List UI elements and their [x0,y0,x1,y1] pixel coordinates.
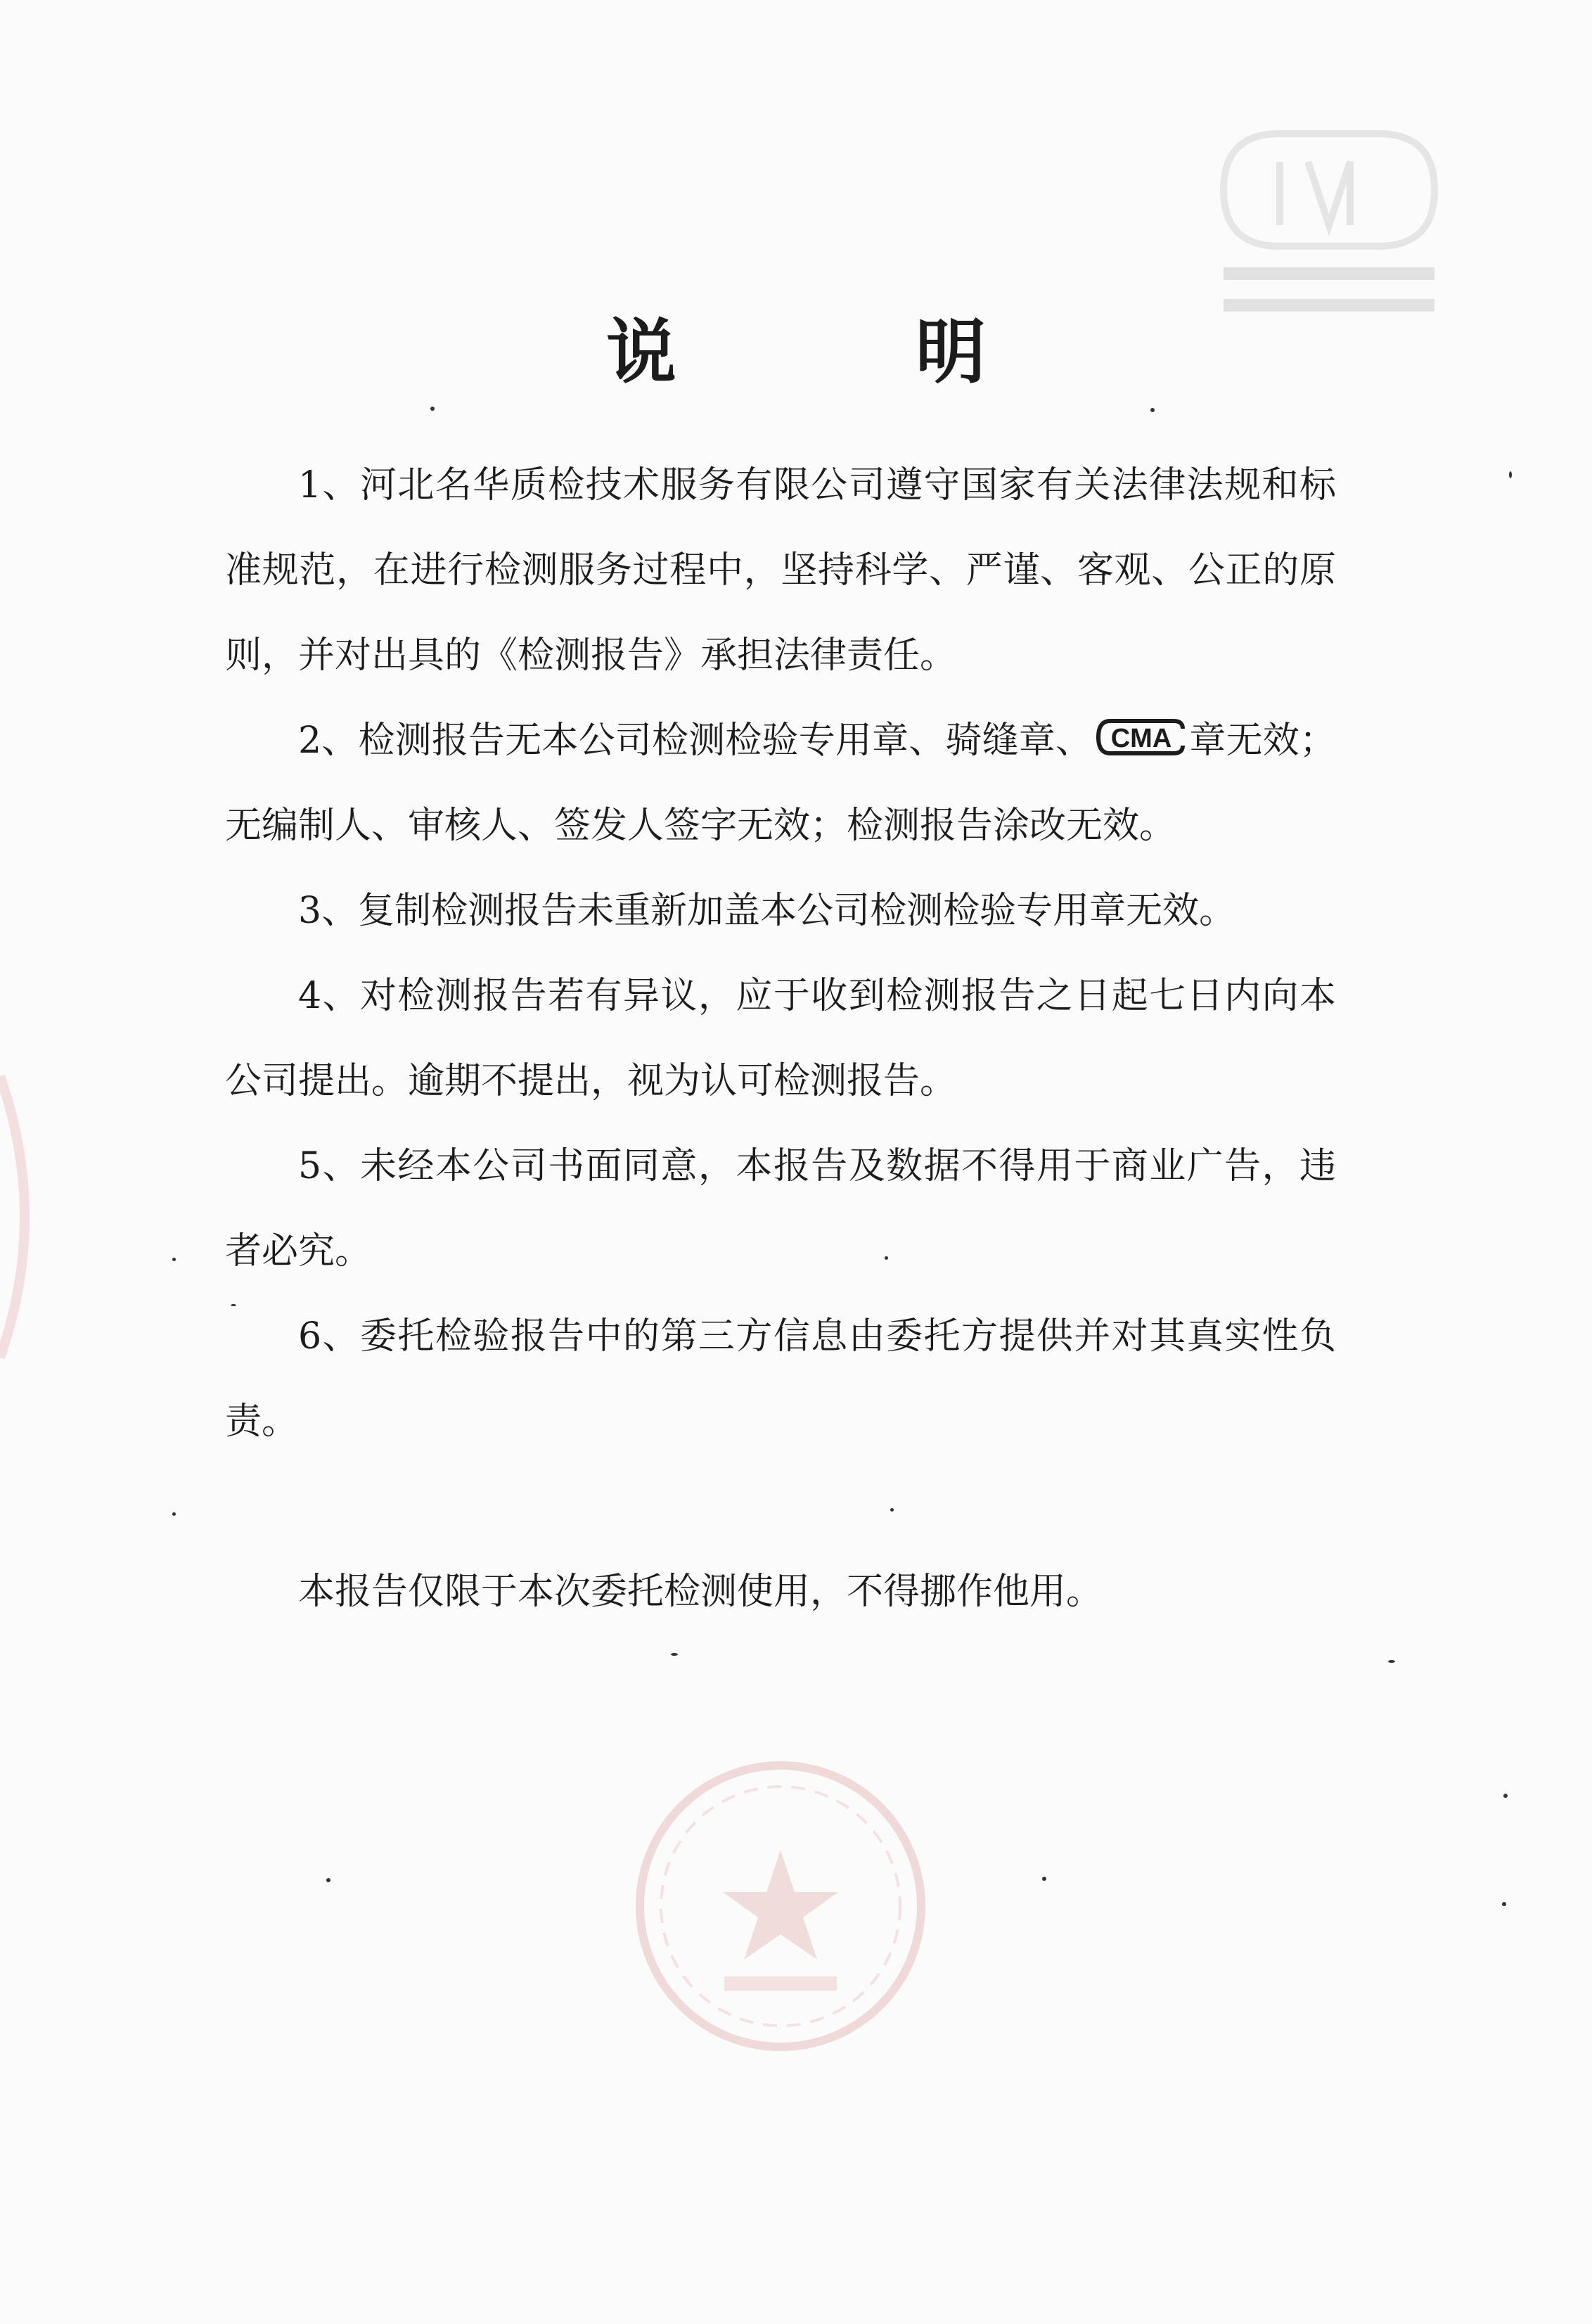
scan-speck [890,1508,894,1512]
scan-speck [885,1256,888,1260]
clause-6: 6、委托检验报告中的第三方信息由委托方提供并对其真实性负责。 [225,1315,1336,1443]
scan-speck [430,407,435,411]
clause-2-before: 2、检测报告无本公司检测检验专用章、骑缝章、 [298,720,1093,762]
clause-5: 5、未经本公司书面同意，本报告及数据不得用于商业广告，违者必究。 [225,1145,1336,1272]
usage-note: 本报告仅限于本次委托检测使用，不得挪作他用。 [298,1571,1103,1613]
scan-speck [1042,1877,1046,1881]
scan-speck [1503,1794,1508,1798]
scan-speck [1502,1902,1506,1906]
statement-body [225,443,1336,1635]
scan-speck [231,1304,236,1306]
svg-text:CMA: CMA [1110,724,1172,753]
clause-1: 1、河北名华质检技术服务有限公司遵守国家有关法律法规和标准规范，在进行检测服务过程中，坚持科学、严谨、客观、公正的原则，并对出具的《检测报告》承担法律责任。 [225,464,1336,677]
clause-2 [225,698,1336,869]
scan-speck [1150,408,1155,412]
company-seal-icon [619,1744,942,2068]
cma-logo-icon [1095,717,1186,757]
scan-speck [172,1258,176,1261]
clause-4: 4、对检测报告若有异议，应于收到检测报告之日起七日内向本公司提出。逾期不提出，视为认可检测报告。 [225,975,1336,1102]
clause-2-after: 章无效；无编制人、审核人、签发人签字无效；检测报告涂改无效。 [225,720,1336,847]
page-title: 说 明 [606,310,1070,393]
seam-seal-icon [0,1069,56,1365]
scan-speck [326,1878,330,1882]
scan-speck [671,1653,678,1656]
clause-3: 3、复制检测报告未重新加盖本公司检测检验专用章无效。 [298,890,1236,932]
scan-speck [1388,1660,1395,1663]
scan-speck [172,1512,176,1516]
scan-speck [1509,471,1512,478]
